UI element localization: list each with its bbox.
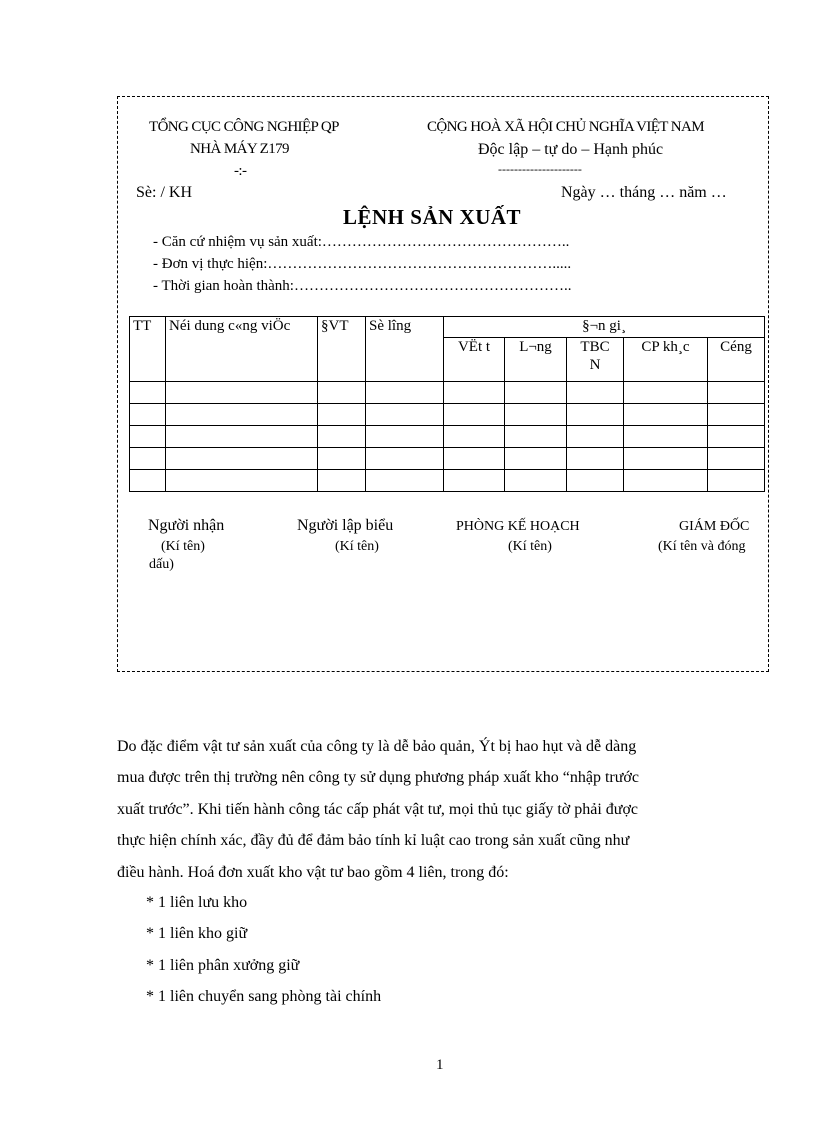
field-basis: - Căn cứ nhiệm vụ sản xuất:………………………………………….. xyxy=(153,234,570,250)
signature-director: GIÁM ĐỐC xyxy=(679,519,750,534)
org-left-line1: TỔNG CỤC CÔNG NGHIỆP QP xyxy=(149,119,339,135)
signature-receiver-note: (Kí tên) xyxy=(161,539,205,554)
org-right-separator: --------------------- xyxy=(498,162,582,176)
tbc-line1: TBC xyxy=(580,339,610,355)
document-date: Ngày … tháng … năm … xyxy=(561,184,727,201)
paragraph-line: xuất trước”. Khi tiến hành công tác cấp phát vật tư, mọi thủ tục giấy tờ phải được xyxy=(117,801,639,818)
col-header-unit: §VT xyxy=(318,317,366,382)
signature-planning-note: (Kí tên) xyxy=(508,539,552,554)
page-number: 1 xyxy=(436,1057,444,1073)
form-title: LỆNH SẢN XUẤT xyxy=(343,205,522,229)
field-unit: - Đơn vị thực hiện:…………………………………………………..... xyxy=(153,256,572,272)
col-header-quantity: Sè lîng xyxy=(366,317,444,382)
table-row xyxy=(130,382,765,404)
signature-director-note: (Kí tên và đóng xyxy=(658,539,746,554)
col-header-materials: VËt t xyxy=(444,338,505,382)
list-item: * 1 liên chuyển sang phòng tài chính xyxy=(146,988,382,1005)
col-header-tt: TT xyxy=(130,317,166,382)
org-right-line2: Độc lập – tự do – Hạnh phúc xyxy=(478,141,664,158)
paragraph-line: thực hiện chính xác, đầy đủ để đảm bảo tính kỉ luật cao trong sản xuất cũng như xyxy=(117,832,630,849)
list-item: * 1 liên kho giữ xyxy=(146,925,248,942)
field-deadline: - Thời gian hoàn thành:……………………………………………….. xyxy=(153,278,572,294)
col-header-other-cost: CP kh¸c xyxy=(624,338,708,382)
table-row xyxy=(130,470,765,492)
col-header-content: Néi dung c«ng viÖc xyxy=(166,317,318,382)
org-left-line2: NHÀ MÁY Z179 xyxy=(190,141,289,157)
table-row xyxy=(130,426,765,448)
signature-receiver: Người nhận xyxy=(148,517,225,534)
list-item: * 1 liên phân xưởng giữ xyxy=(146,957,300,974)
col-header-total: Céng xyxy=(708,338,765,382)
signature-maker-note: (Kí tên) xyxy=(335,539,379,554)
production-order-table xyxy=(129,316,765,492)
paragraph-line: điều hành. Hoá đơn xuất kho vật tư bao gồm 4 liên, trong đó: xyxy=(117,864,509,881)
signature-maker: Người lập biểu xyxy=(297,517,394,534)
document-number: Sè: / KH xyxy=(136,184,192,201)
col-header-salary: L¬ng xyxy=(505,338,567,382)
table-row xyxy=(130,448,765,470)
signature-director-note-cont: dấu) xyxy=(149,557,174,572)
col-header-price-group: §¬n gi¸ xyxy=(444,317,765,338)
table-row xyxy=(130,404,765,426)
list-item: * 1 liên lưu kho xyxy=(146,894,248,911)
org-left-separator: -:- xyxy=(234,163,247,179)
paragraph-line: mua được trên thị trường nên công ty sử dụng phương pháp xuất kho “nhập trước xyxy=(117,769,639,786)
signature-planning: PHÒNG KẾ HOẠCH xyxy=(456,519,580,534)
tbc-line2: N xyxy=(589,357,601,373)
col-header-tbc xyxy=(567,338,624,382)
paragraph-line: Do đặc điểm vật tư sản xuất của công ty là dễ bảo quản, Ýt bị hao hụt và dễ dàng xyxy=(117,738,637,755)
org-right-line1: CỘNG HOÀ XÃ HỘI CHỦ NGHĨA VIỆT NAM xyxy=(427,119,704,135)
